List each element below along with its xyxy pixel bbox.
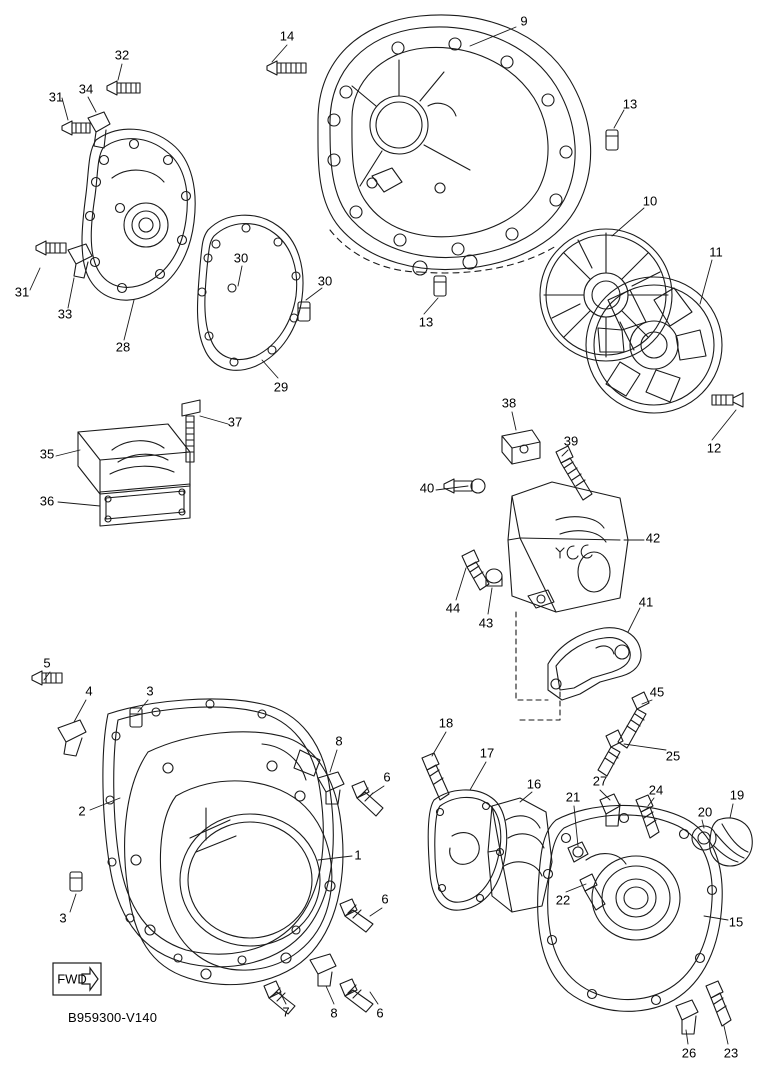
callout-number: 27: [592, 773, 608, 789]
callout-number: 4: [85, 683, 93, 699]
part-3-dowel-upper: [130, 708, 142, 727]
callout-number: 36: [39, 493, 55, 509]
callout-number: 21: [565, 789, 581, 805]
part-32-bolt: [107, 81, 140, 95]
part-29-gasket: [198, 215, 304, 370]
part-14-bolt: [267, 61, 306, 75]
callout-number: 6: [376, 1005, 384, 1021]
part-44-bolt: [462, 550, 489, 590]
part-18-bolt: [422, 753, 449, 800]
callout-number: 18: [438, 715, 454, 731]
callout-number: 6: [383, 769, 391, 785]
part-23-bolt: [706, 981, 731, 1026]
part-13-dowel-lower: [434, 276, 446, 296]
part-26-clamp: [676, 1000, 698, 1034]
part-25-bolt: [598, 730, 623, 776]
part-41-stay-bracket: [548, 628, 641, 700]
callout-number: 2: [78, 803, 86, 819]
part-15-pump-housing: [538, 805, 723, 1011]
part-1-crankcase-cover: [125, 732, 343, 985]
callout-number: 39: [563, 433, 579, 449]
callout-number: 9: [520, 13, 528, 29]
callout-number: 10: [642, 193, 658, 209]
callout-number: 14: [279, 28, 295, 44]
part-6-bolt-upper: [352, 781, 383, 816]
callout-number: 13: [622, 96, 638, 112]
part-8-clamp-lower: [310, 954, 336, 986]
callout-number: 7: [282, 1004, 290, 1020]
part-33-clamp: [68, 244, 92, 278]
callout-number: 3: [59, 910, 67, 926]
callout-number: 33: [57, 306, 73, 322]
callout-number: 31: [48, 89, 64, 105]
callout-number: 30: [233, 250, 249, 266]
callout-number: 13: [418, 314, 434, 330]
part-27-pin: [600, 794, 620, 826]
callout-number: 31: [14, 284, 30, 300]
diagram-part-code: B959300-V140: [68, 1010, 158, 1025]
callout-number: 15: [728, 914, 744, 930]
callout-number: 42: [645, 530, 661, 546]
part-5-bolt: [32, 671, 62, 685]
part-3-dowel-lower: [70, 872, 82, 891]
callout-number: 25: [665, 748, 681, 764]
part-17-pump-gasket: [428, 790, 506, 910]
part-31-bolt-lower: [36, 241, 66, 255]
callout-number: 30: [317, 273, 333, 289]
part-12-bolt: [712, 393, 743, 407]
callout-number: 26: [681, 1045, 697, 1061]
part-19-cap: [710, 818, 753, 866]
callout-number: 22: [555, 892, 571, 908]
part-20-washer: [692, 826, 716, 850]
callout-number: 16: [526, 776, 542, 792]
part-42-servo-cover: [508, 482, 628, 612]
callout-number: 23: [723, 1045, 739, 1061]
part-34-clamp: [88, 112, 110, 148]
callout-number: 8: [335, 733, 343, 749]
callout-number: 1: [354, 847, 362, 863]
callout-number: 40: [419, 480, 435, 496]
callout-number: 8: [330, 1005, 338, 1021]
fwd-label: FWD: [57, 971, 87, 987]
callout-number: 41: [638, 594, 654, 610]
part-13-dowel-upper: [606, 130, 618, 150]
part-39-bolt: [556, 446, 592, 500]
part-4-clamp: [58, 720, 86, 756]
part-31-bolt-upper: [62, 121, 90, 135]
callout-number: 37: [227, 414, 243, 430]
part-9-crankcase-cover: [318, 15, 591, 275]
callout-number: 11: [709, 244, 723, 260]
callout-number: 19: [729, 787, 745, 803]
part-6-bolt-mid: [340, 899, 373, 932]
callout-number: 20: [697, 804, 713, 820]
part-28-cover: [82, 129, 195, 300]
part-35-breather-cover: [78, 424, 190, 494]
callout-number: 17: [479, 745, 495, 761]
callout-number: 28: [115, 339, 131, 355]
callout-number: 43: [478, 615, 494, 631]
part-38-bracket: [502, 430, 540, 464]
callout-number: 5: [43, 655, 51, 671]
callout-number: 34: [78, 81, 94, 97]
callout-number: 6: [381, 891, 389, 907]
callout-number: 38: [501, 395, 517, 411]
callout-number: 44: [445, 600, 461, 616]
callout-number: 24: [648, 782, 664, 798]
callout-number: 29: [273, 379, 289, 395]
part-10-clutch-plate: [540, 229, 672, 361]
callout-number: 35: [39, 446, 55, 462]
callout-number: 3: [146, 683, 154, 699]
part-7-bolt: [264, 981, 295, 1014]
callout-number: 12: [706, 440, 722, 456]
callout-number: 45: [649, 684, 665, 700]
part-6-bolt-lower: [340, 979, 373, 1012]
callout-number: 32: [114, 47, 130, 63]
